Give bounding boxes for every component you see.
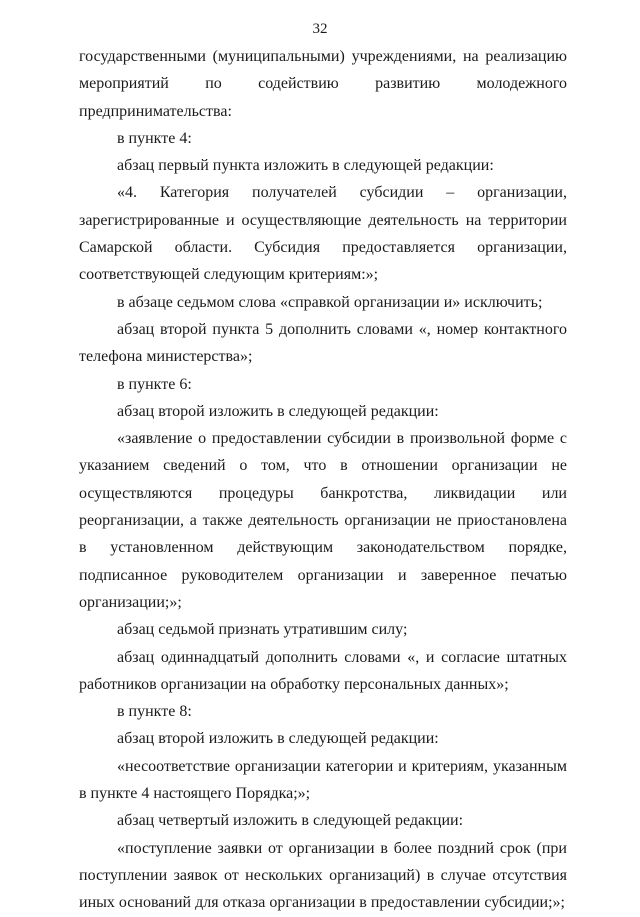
paragraph: в пункте 4: bbox=[117, 129, 192, 147]
page-number: 32 bbox=[312, 21, 328, 37]
paragraph: «4. Категория получателей субсидии – организации, зарегистрированные и осуществляющие деятельность на территории Самарской области. Субсидия предоставляется организации, соответствующей следующим критериям:»; bbox=[79, 184, 567, 284]
paragraph: абзац второй изложить в следующей редакции: bbox=[117, 730, 439, 748]
paragraph: «несоответствие организации категории и критериям, указанным в пункте 4 настоящего Порядка;»; bbox=[79, 757, 567, 803]
paragraph: абзац одиннадцатый дополнить словами «, и согласие штатных работников организации на обработку персональных данных»; bbox=[79, 648, 567, 693]
paragraph: абзац первый пункта изложить в следующей редакции: bbox=[117, 157, 494, 175]
paragraph: абзац седьмой признать утратившим силу; bbox=[117, 621, 408, 639]
paragraph: абзац второй пункта 5 дополнить словами «, номер контактного телефона министерства»; bbox=[79, 320, 567, 366]
paragraph: в пункте 8: bbox=[117, 703, 192, 721]
document-body bbox=[79, 43, 567, 917]
paragraph: в пункте 6: bbox=[117, 375, 192, 393]
paragraph: в абзаце седьмом слова «справкой организации и» исключить; bbox=[117, 293, 543, 311]
paragraph: «заявление о предоставлении субсидии в произвольной форме с указанием сведений о том, что в отношении организации не осуществляются процедуры банкротства, ликвидации или реорганизации, а также деятельность организации не приостановлена в установленном действующим законодательством порядке, подписанное руководителем организации и заверенное печатью организации;»; bbox=[79, 430, 567, 611]
paragraph: абзац второй изложить в следующей редакции: bbox=[117, 402, 439, 420]
paragraph: абзац четвертый изложить в следующей редакции: bbox=[117, 812, 464, 830]
paragraph: «поступление заявки от организации в более поздний срок (при поступлении заявок от нескольких организаций) в случае отсутствия иных оснований для отказа организации в предоставлении субсидии;»; bbox=[79, 839, 567, 912]
paragraph: государственными (муниципальными) учреждениями, на реализацию мероприятий по содействию развитию молодежного предпринимательства: bbox=[79, 48, 567, 120]
